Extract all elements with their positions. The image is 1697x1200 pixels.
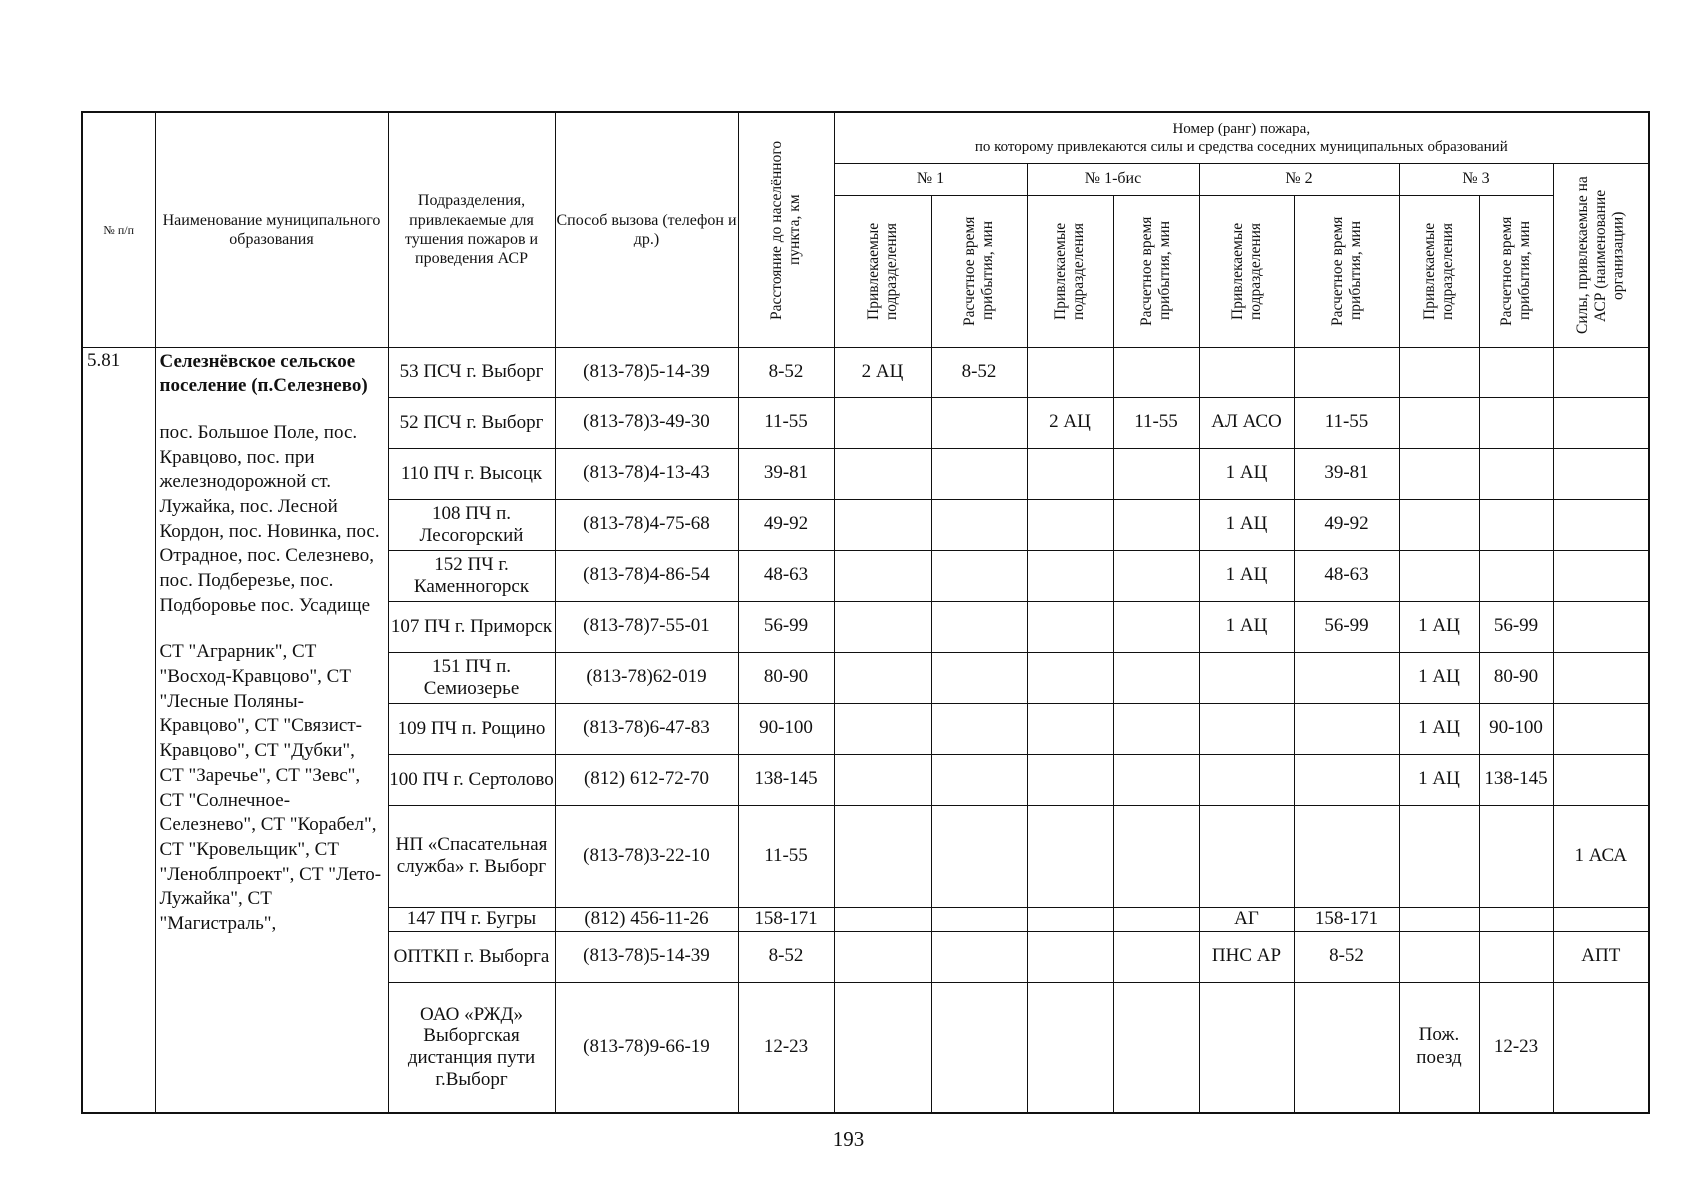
distance: 49-92 <box>738 499 834 550</box>
unit-name: 152 ПЧ г. Каменногорск <box>388 550 555 601</box>
r3-units <box>1399 499 1479 550</box>
r3-units: 1 АЦ <box>1399 601 1479 652</box>
table-row <box>82 347 1649 397</box>
phone: (813-78)9-66-19 <box>555 982 738 1113</box>
phone: (812) 612-72-70 <box>555 754 738 805</box>
r1-units <box>834 499 931 550</box>
municipality-cell <box>155 347 388 1113</box>
r3-units <box>1399 931 1479 982</box>
r3-units <box>1399 347 1479 397</box>
r2-time: 49-92 <box>1294 499 1399 550</box>
distance: 48-63 <box>738 550 834 601</box>
asr-forces <box>1553 907 1649 931</box>
r2-units: АГ <box>1199 907 1294 931</box>
r1bis-units: 2 АЦ <box>1027 397 1113 448</box>
r1-units <box>834 982 931 1113</box>
phone: (813-78)5-14-39 <box>555 931 738 982</box>
distance: 138-145 <box>738 754 834 805</box>
r3-units: 1 АЦ <box>1399 703 1479 754</box>
phone: (813-78)3-22-10 <box>555 805 738 907</box>
r1bis-time <box>1113 907 1199 931</box>
r1-units <box>834 550 931 601</box>
phone: (812) 456-11-26 <box>555 907 738 931</box>
distance: 39-81 <box>738 448 834 499</box>
unit-name: 52 ПСЧ г. Выборг <box>388 397 555 448</box>
r3-time: 90-100 <box>1479 703 1553 754</box>
header-r1bis-units: Привлекаемые подразделения <box>1027 195 1113 347</box>
distance: 8-52 <box>738 347 834 397</box>
r3-time <box>1479 347 1553 397</box>
r3-time <box>1479 805 1553 907</box>
phone: (813-78)3-49-30 <box>555 397 738 448</box>
r2-time <box>1294 652 1399 703</box>
unit-name: 147 ПЧ г. Бугры <box>388 907 555 931</box>
page-number: 193 <box>832 1127 865 1151</box>
r2-units <box>1199 703 1294 754</box>
unit-name: 108 ПЧ п. Лесогорский <box>388 499 555 550</box>
settlements-list: пос. Большое Поле, пос. Кравцово, пос. при железнодорожной ст. Лужайка, пос. Лесной Кордон, пос. Новинка, пос. Отрадное, пос. Селезнево, пос. Подберезье, пос. Подборовье пос. Усадище <box>159 421 380 616</box>
r2-units <box>1199 652 1294 703</box>
r1bis-time <box>1113 499 1199 550</box>
r2-units <box>1199 754 1294 805</box>
r1bis-units <box>1027 499 1113 550</box>
r2-time <box>1294 982 1399 1113</box>
r1bis-units <box>1027 754 1113 805</box>
r3-units: 1 АЦ <box>1399 652 1479 703</box>
r3-time <box>1479 397 1553 448</box>
r1-units <box>834 931 931 982</box>
header-rank-title: Номер (ранг) пожара, по которому привлекаются силы и средства соседних муниципальных образований <box>834 112 1649 163</box>
asr-forces: АПТ <box>1553 931 1649 982</box>
r2-units: 1 АЦ <box>1199 499 1294 550</box>
r1bis-time <box>1113 805 1199 907</box>
header-r3-units: Привлекаемые подразделения <box>1399 195 1479 347</box>
r1bis-time <box>1113 601 1199 652</box>
r3-time <box>1479 931 1553 982</box>
r3-units <box>1399 397 1479 448</box>
r1bis-time <box>1113 347 1199 397</box>
r1-units <box>834 703 931 754</box>
r3-time <box>1479 448 1553 499</box>
section-number: 5.81 <box>82 347 155 1113</box>
r1-time <box>931 550 1027 601</box>
header-no: № п/п <box>82 112 155 347</box>
asr-forces <box>1553 982 1649 1113</box>
r1-time <box>931 907 1027 931</box>
r1bis-time <box>1113 982 1199 1113</box>
distance: 56-99 <box>738 601 834 652</box>
r1bis-time <box>1113 550 1199 601</box>
unit-name: 109 ПЧ п. Рощино <box>388 703 555 754</box>
r1-units <box>834 907 931 931</box>
unit-name: 100 ПЧ г. Сертолово <box>388 754 555 805</box>
unit-name: ОАО «РЖД» Выборгская дистанция пути г.Выборг <box>388 982 555 1113</box>
asr-forces <box>1553 499 1649 550</box>
r2-units <box>1199 805 1294 907</box>
r2-time: 8-52 <box>1294 931 1399 982</box>
header-asr-forces: Силы, привлекаемые на АСР (наименование организации) <box>1553 163 1649 347</box>
r3-time <box>1479 499 1553 550</box>
r1bis-time <box>1113 754 1199 805</box>
r2-units <box>1199 347 1294 397</box>
fire-forces-table <box>81 111 1650 1114</box>
r1-time <box>931 601 1027 652</box>
r1bis-time: 11-55 <box>1113 397 1199 448</box>
unit-name: 151 ПЧ п. Семиозерье <box>388 652 555 703</box>
asr-forces <box>1553 754 1649 805</box>
unit-name: НП «Спасательная служба» г. Выборг <box>388 805 555 907</box>
header-rank-2: № 2 <box>1199 163 1399 195</box>
header-rank-1: № 1 <box>834 163 1027 195</box>
phone: (813-78)4-13-43 <box>555 448 738 499</box>
r3-time: 12-23 <box>1479 982 1553 1113</box>
r2-time: 11-55 <box>1294 397 1399 448</box>
unit-name: 107 ПЧ г. Приморск <box>388 601 555 652</box>
distance: 8-52 <box>738 931 834 982</box>
r1-units <box>834 601 931 652</box>
phone: (813-78)4-75-68 <box>555 499 738 550</box>
r2-units: 1 АЦ <box>1199 448 1294 499</box>
r2-time <box>1294 754 1399 805</box>
r1-units <box>834 448 931 499</box>
unit-name: ОПТКП г. Выборга <box>388 931 555 982</box>
header-r1-time: Расчетное время прибытия, мин <box>931 195 1027 347</box>
r3-units <box>1399 550 1479 601</box>
header-distance: Расстояние до населённого пункта, км <box>738 112 834 347</box>
header-call-method: Способ вызова (телефон и др.) <box>555 112 738 347</box>
header-r2-time: Расчетное время прибытия, мин <box>1294 195 1399 347</box>
r1bis-units <box>1027 805 1113 907</box>
distance: 90-100 <box>738 703 834 754</box>
r1-time <box>931 754 1027 805</box>
r2-units: ПНС АР <box>1199 931 1294 982</box>
header-r2-units: Привлекаемые подразделения <box>1199 195 1294 347</box>
phone: (813-78)6-47-83 <box>555 703 738 754</box>
r1bis-time <box>1113 652 1199 703</box>
r3-units: 1 АЦ <box>1399 754 1479 805</box>
distance: 11-55 <box>738 397 834 448</box>
phone: (813-78)7-55-01 <box>555 601 738 652</box>
r1bis-time <box>1113 448 1199 499</box>
r1-time: 8-52 <box>931 347 1027 397</box>
distance: 11-55 <box>738 805 834 907</box>
r3-time: 80-90 <box>1479 652 1553 703</box>
r1-time <box>931 931 1027 982</box>
r1-units <box>834 805 931 907</box>
r3-time: 138-145 <box>1479 754 1553 805</box>
distance: 12-23 <box>738 982 834 1113</box>
r1-time <box>931 499 1027 550</box>
asr-forces <box>1553 601 1649 652</box>
header-units: Подразделения, привлекаемые для тушения пожаров и проведения АСР <box>388 112 555 347</box>
phone: (813-78)4-86-54 <box>555 550 738 601</box>
r2-time: 48-63 <box>1294 550 1399 601</box>
asr-forces <box>1553 347 1649 397</box>
r1bis-units <box>1027 601 1113 652</box>
r1bis-time <box>1113 931 1199 982</box>
r2-time <box>1294 347 1399 397</box>
r1-time <box>931 448 1027 499</box>
asr-forces <box>1553 703 1649 754</box>
r1-time <box>931 805 1027 907</box>
r3-units: Пож. поезд <box>1399 982 1479 1113</box>
header-rank-1bis: № 1-бис <box>1027 163 1199 195</box>
phone: (813-78)62-019 <box>555 652 738 703</box>
r1bis-time <box>1113 703 1199 754</box>
r1-time <box>931 703 1027 754</box>
r2-time: 56-99 <box>1294 601 1399 652</box>
section-title: Селезнёвское сельское поселение (п.Селезнево) <box>159 350 368 397</box>
asr-forces <box>1553 397 1649 448</box>
r2-time: 158-171 <box>1294 907 1399 931</box>
r1bis-units <box>1027 448 1113 499</box>
r2-units: 1 АЦ <box>1199 550 1294 601</box>
r2-time: 39-81 <box>1294 448 1399 499</box>
st-list: СТ "Аграрник", СТ "Восход-Кравцово", СТ "Лесные Поляны-Кравцово", СТ "Связист-Кравцово", СТ "Дубки", СТ "Заречье", СТ "Зевс", СТ "Солнечное-Селезнево", СТ "Корабел", СТ "Кровельщик", СТ "Леноблпроект", СТ "Лето-Лужайка", СТ "Магистраль", <box>159 641 382 934</box>
unit-name: 53 ПСЧ г. Выборг <box>388 347 555 397</box>
r1bis-units <box>1027 982 1113 1113</box>
r1-units: 2 АЦ <box>834 347 931 397</box>
asr-forces <box>1553 550 1649 601</box>
r1bis-units <box>1027 703 1113 754</box>
r3-units <box>1399 907 1479 931</box>
r1-units <box>834 652 931 703</box>
r2-time <box>1294 703 1399 754</box>
r2-time <box>1294 805 1399 907</box>
phone: (813-78)5-14-39 <box>555 347 738 397</box>
header-municipality: Наименование муниципального образования <box>155 112 388 347</box>
r1-units <box>834 754 931 805</box>
r3-time: 56-99 <box>1479 601 1553 652</box>
header-rank-3: № 3 <box>1399 163 1553 195</box>
r1bis-units <box>1027 931 1113 982</box>
r2-units: АЛ АСО <box>1199 397 1294 448</box>
unit-name: 110 ПЧ г. Высоцк <box>388 448 555 499</box>
header-r1-units: Привлекаемые подразделения <box>834 195 931 347</box>
r3-time <box>1479 907 1553 931</box>
r3-units <box>1399 805 1479 907</box>
r1-time <box>931 397 1027 448</box>
header-r3-time: Расчетное время прибытия, мин <box>1479 195 1553 347</box>
distance: 80-90 <box>738 652 834 703</box>
r1bis-units <box>1027 550 1113 601</box>
header-r1bis-time: Расчетное время прибытия, мин <box>1113 195 1199 347</box>
asr-forces <box>1553 652 1649 703</box>
asr-forces: 1 АСА <box>1553 805 1649 907</box>
r1-time <box>931 652 1027 703</box>
r1bis-units <box>1027 907 1113 931</box>
distance: 158-171 <box>738 907 834 931</box>
r1bis-units <box>1027 652 1113 703</box>
r1-units <box>834 397 931 448</box>
r2-units: 1 АЦ <box>1199 601 1294 652</box>
r1bis-units <box>1027 347 1113 397</box>
r1-time <box>931 982 1027 1113</box>
asr-forces <box>1553 448 1649 499</box>
r3-units <box>1399 448 1479 499</box>
r3-time <box>1479 550 1553 601</box>
r2-units <box>1199 982 1294 1113</box>
